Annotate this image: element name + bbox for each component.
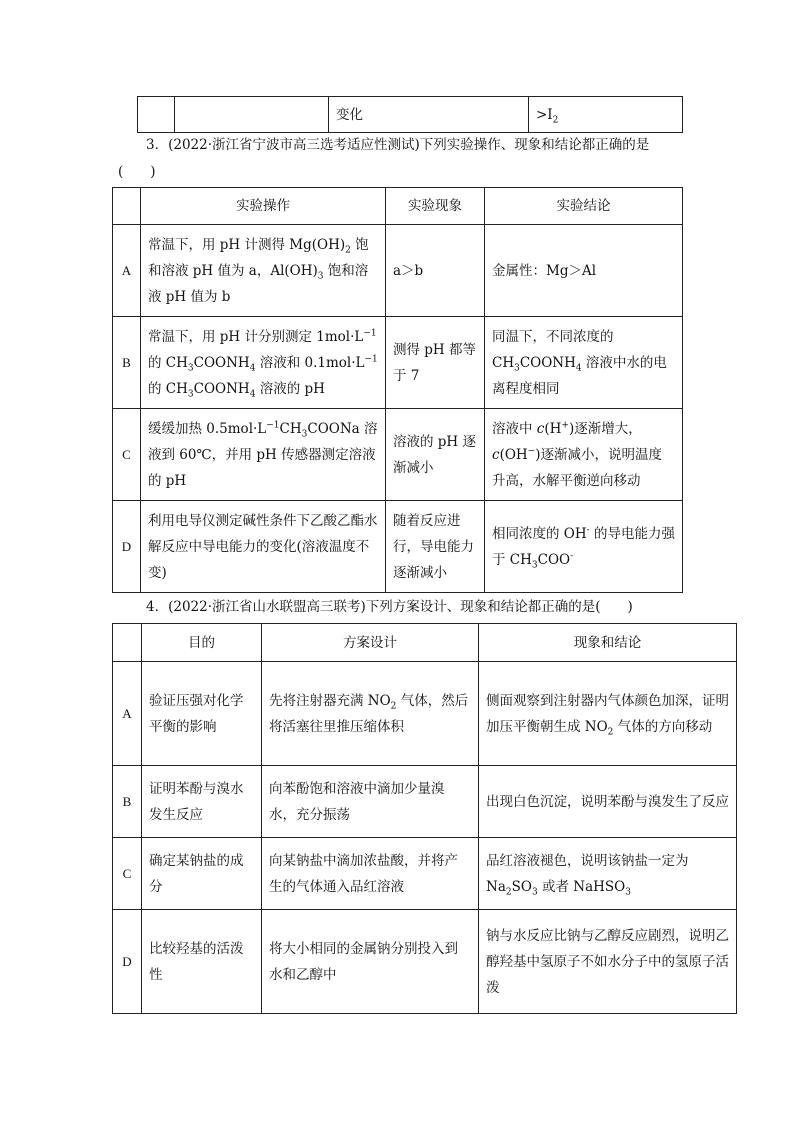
text-segment: 缓缓加热 0.5mol·L <box>148 420 267 437</box>
table-row <box>113 501 683 593</box>
result-cell: 出现白色沉淀，说明苯酚与溴发生了反应 <box>479 766 737 838</box>
superscript: −1 <box>266 420 280 430</box>
text-segment: 侧面观察到注射器内气体颜色加深，证明加压平衡朝生成 NO <box>486 692 729 735</box>
text-segment: 溶液中 <box>492 420 537 437</box>
cell-text: 变化 <box>336 106 363 123</box>
header-cell-plan: 方案设计 <box>262 624 479 662</box>
header-cell-operation: 实验操作 <box>141 188 386 225</box>
table-row <box>113 225 683 317</box>
table-row <box>113 766 737 838</box>
plan-cell <box>262 662 479 766</box>
result-cell <box>479 662 737 766</box>
text-segment: 溶液中水的电离程度相同 <box>492 354 667 397</box>
superscript: − <box>527 446 536 456</box>
row-letter: D <box>113 910 142 1014</box>
goal-cell: 证明苯酚与溴水发生反应 <box>142 766 262 838</box>
text-segment: )逐渐增大， <box>568 420 642 437</box>
row-letter: B <box>113 317 141 409</box>
subscript: 2 <box>505 887 512 898</box>
superscript: −1 <box>363 328 377 338</box>
text-segment: 常温下，用 pH 计分别测定 1mol·L <box>148 328 364 345</box>
text-segment: CH <box>279 420 302 437</box>
text-segment: 先将注射器充满 NO <box>269 692 391 709</box>
goal-cell: 确定某钠盐的成分 <box>142 838 262 910</box>
row-letter: D <box>113 501 141 593</box>
italic-symbol: c <box>492 446 500 463</box>
row-letter: B <box>113 766 142 838</box>
text-segment: COO <box>537 551 571 568</box>
table-header-row <box>113 624 737 662</box>
text-segment: 溶液和 0.1mol·L <box>255 354 365 371</box>
plan-cell: 将大小相同的金属钠分别投入到水和乙醇中 <box>262 910 479 1014</box>
text-segment: 气体，然后将活塞往里推压缩体积 <box>269 692 469 735</box>
table-row <box>113 838 737 910</box>
question-3-prompt: 3．(2022·浙江省宁波市高三选考适应性测试)下列实验操作、现象和结论都正确的是 <box>146 137 650 153</box>
goal-cell: 验证压强对化学平衡的影响 <box>142 662 262 766</box>
subscript: 3 <box>531 560 538 571</box>
text-segment: 相同浓度的 OH <box>492 525 587 542</box>
phenomenon-cell: 测得 pH 都等于 7 <box>386 317 485 409</box>
header-cell-empty <box>113 624 142 662</box>
text-segment: 品红溶液褪色，说明该钠盐一定为 Na <box>486 852 689 895</box>
superscript: −1 <box>364 354 378 364</box>
question-4-text <box>146 594 633 620</box>
question-3-table <box>112 187 683 593</box>
operation-cell <box>141 225 386 317</box>
conclusion-cell: 金属性：Mg＞Al <box>485 225 683 317</box>
table-row <box>113 409 683 501</box>
table-cell <box>329 97 529 133</box>
subscript: 2 <box>607 727 614 738</box>
text-segment: )逐渐减小，说明温度升高，水解平衡逆向移动 <box>492 446 662 489</box>
header-cell-goal: 目的 <box>142 624 262 662</box>
text-segment: 气体的方向移动 <box>613 718 713 735</box>
operation-cell <box>141 317 386 409</box>
subscript: 4 <box>249 389 256 400</box>
text-segment: 的 CH <box>148 354 188 371</box>
subscript: 3 <box>187 389 194 400</box>
subscript: 3 <box>531 887 538 898</box>
text-segment: COONH <box>519 354 576 371</box>
text-segment: 的导电能力强于 CH <box>492 525 675 568</box>
header-cell-conclusion: 实验结论 <box>485 188 683 225</box>
result-cell <box>479 838 737 910</box>
header-cell-phenomenon: 实验现象 <box>386 188 485 225</box>
row-letter: A <box>113 662 142 766</box>
conclusion-cell <box>485 317 683 409</box>
plan-cell: 向苯酚饱和溶液中滴加少量溴水，充分振荡 <box>262 766 479 838</box>
phenomenon-cell: 溶液的 pH 逐渐减小 <box>386 409 485 501</box>
text-segment: (H <box>544 420 562 437</box>
subscript: 3 <box>187 363 194 374</box>
question-4-table <box>112 623 737 1014</box>
header-cell-empty <box>113 188 141 225</box>
subscript: 3 <box>625 887 631 898</box>
text-segment: 的 CH <box>148 380 188 397</box>
table-row <box>113 910 737 1014</box>
superscript: - <box>570 551 574 561</box>
question-3-text <box>146 132 649 158</box>
italic-symbol: c <box>536 420 545 437</box>
result-cell: 钠与水反应比钠与乙醇反应剧烈，说明乙醇羟基中氢原子不如水分子中的氢原子活泼 <box>479 910 737 1014</box>
subscript: 2 <box>345 245 351 256</box>
operation-cell: 利用电导仪测定碱性条件下乙酸乙酯水解反应中导电能力的变化(溶液温度不变) <box>141 501 386 593</box>
previous-table-fragment <box>137 96 683 133</box>
subscript: 4 <box>249 363 256 374</box>
table-header-row <box>113 188 683 225</box>
superscript: + <box>561 420 569 430</box>
conclusion-cell <box>485 501 683 593</box>
table-row <box>138 97 683 133</box>
conclusion-cell <box>485 409 683 501</box>
superscript: - <box>586 525 590 535</box>
question-3-blank: ( ) <box>118 164 156 180</box>
text-segment: 或者 NaHSO <box>537 878 626 895</box>
subscript: 3 <box>301 429 308 440</box>
text-segment: (OH <box>499 446 528 463</box>
table-cell <box>529 97 683 133</box>
table-row <box>113 662 737 766</box>
subscript: 3 <box>317 271 324 282</box>
text-segment: COONH <box>193 380 250 397</box>
plan-cell: 向某钠盐中滴加浓盐酸，并将产生的气体通入品红溶液 <box>262 838 479 910</box>
text-segment: COONH <box>193 354 250 371</box>
table-row <box>113 317 683 409</box>
question-4-prompt: 4．(2022·浙江省山水联盟高三联考)下列方案设计、现象和结论都正确的是( ) <box>146 599 633 615</box>
text-segment: 同温下，不同浓度的 CH <box>492 328 614 371</box>
cell-text: >I <box>536 106 553 123</box>
table-cell <box>138 97 175 133</box>
text-segment: 溶液的 pH <box>255 380 325 397</box>
text-segment: 常温下，用 pH 计测得 Mg(OH) <box>148 236 346 253</box>
subscript: 2 <box>390 701 397 712</box>
operation-cell <box>141 409 386 501</box>
cell-subscript: 2 <box>552 115 559 126</box>
text-segment: COONa 溶液到 60℃，并用 pH 传感器测定溶液的 pH <box>148 420 378 489</box>
text-segment: 饱和溶液 pH 值为 b <box>148 262 369 305</box>
header-cell-result: 现象和结论 <box>479 624 737 662</box>
subscript: 3 <box>514 363 520 374</box>
subscript: 4 <box>575 363 582 374</box>
phenomenon-cell: 随着反应进行，导电能力逐渐减小 <box>386 501 485 593</box>
phenomenon-cell: a＞b <box>386 225 485 317</box>
goal-cell: 比较羟基的活泼性 <box>142 910 262 1014</box>
row-letter: C <box>113 409 141 501</box>
row-letter: A <box>113 225 141 317</box>
row-letter: C <box>113 838 142 910</box>
text-segment: SO <box>511 878 532 895</box>
text-segment: 饱和溶液 pH 值为 a，Al(OH) <box>148 236 369 279</box>
table-cell <box>175 97 329 133</box>
